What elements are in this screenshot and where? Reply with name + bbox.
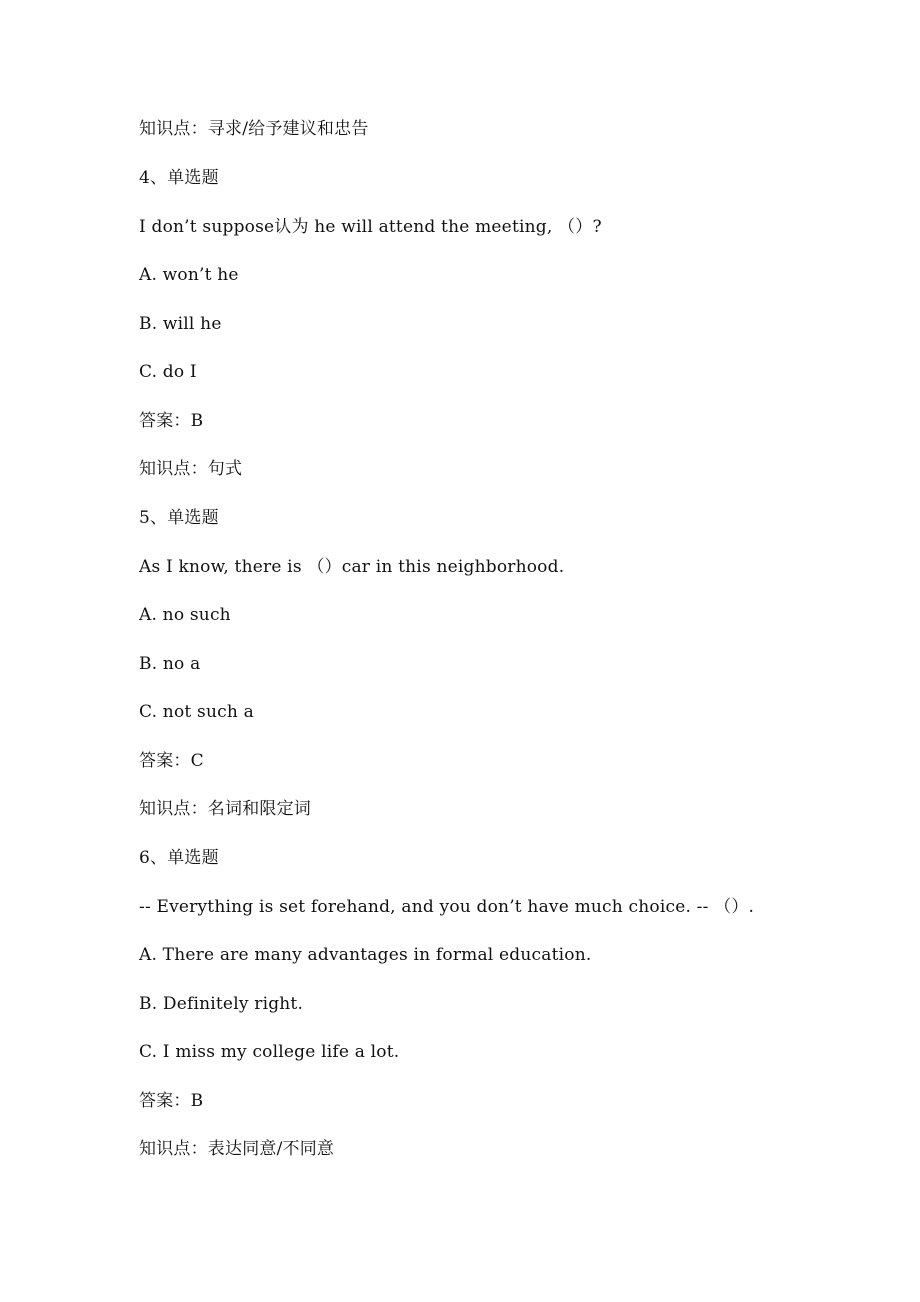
- question-header: 6、单选题: [139, 848, 219, 868]
- question-header: 4、单选题: [139, 168, 219, 188]
- knowledge-point: 知识点：寻求/给予建议和忠告: [139, 119, 369, 139]
- knowledge-point: 知识点：名词和限定词: [139, 799, 311, 819]
- option-a: A. There are many advantages in formal education.: [139, 945, 592, 965]
- option-c: C. not such a: [139, 702, 254, 722]
- option-b: B. no a: [139, 654, 201, 674]
- question-header: 5、单选题: [139, 508, 219, 528]
- question-text: I don’t suppose认为 he will attend the meeting, （）?: [139, 217, 602, 237]
- answer: 答案：B: [139, 411, 204, 431]
- knowledge-point: 知识点：句式: [139, 459, 243, 479]
- knowledge-point: 知识点：表达同意/不同意: [139, 1139, 335, 1159]
- answer: 答案：C: [139, 751, 204, 771]
- question-text: -- Everything is set forehand, and you don’t have much choice. -- （）.: [139, 897, 755, 917]
- question-text: As I know, there is （）car in this neighborhood.: [139, 557, 565, 577]
- option-a: A. won’t he: [139, 265, 239, 285]
- option-b: B. Definitely right.: [139, 994, 304, 1014]
- option-c: C. I miss my college life a lot.: [139, 1042, 400, 1062]
- option-c: C. do I: [139, 362, 197, 382]
- answer: 答案：B: [139, 1091, 204, 1111]
- option-b: B. will he: [139, 314, 222, 334]
- option-a: A. no such: [139, 605, 231, 625]
